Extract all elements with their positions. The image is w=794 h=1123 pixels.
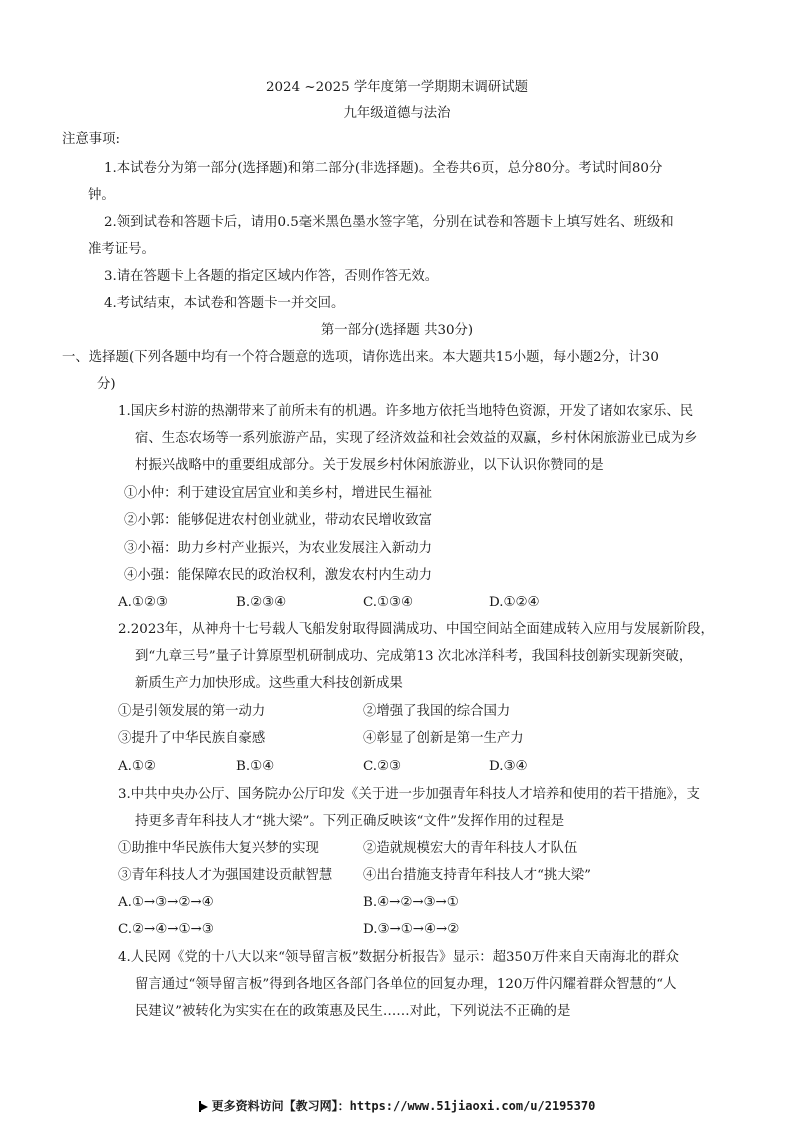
notice-item-1-cont: 钟。 — [88, 188, 115, 203]
part-one-heading: 第一部分(选择题 共30分) — [320, 323, 474, 338]
question-3-option-b: B.④→②→③→① — [363, 895, 459, 910]
notice-item-3: 3.请在答题卡上各题的指定区域内作答，否则作答无效。 — [104, 269, 439, 284]
question-4-stem: 4.人民网《党的十八大以来“领导留言板”数据分析报告》显示：超350万件来自天南海北的群众 — [118, 950, 679, 965]
notice-item-1: 1.本试卷分为第一部分(选择题)和第二部分(非选择题)。全卷共6页，总分80分。考试时间80分 — [104, 161, 663, 176]
question-1-option-c: C.①③④ — [363, 595, 414, 610]
exam-title: 2024 ~2025 学年度第一学期期末调研试题 — [266, 80, 528, 95]
question-2-stem-cont: 新质生产力加快形成。这些重大科技创新成果 — [135, 676, 403, 691]
question-2-stem: 2.2023年，从神舟十七号载人飞船发射取得圆满成功、中国空间站全面建成转入应用与发展新阶段， — [118, 622, 714, 637]
question-1-statement-1: ①小仲：利于建设宜居宜业和美乡村，增进民生福祉 — [124, 486, 432, 501]
question-2-option-c: C.②③ — [363, 759, 402, 774]
footer-link[interactable] — [0, 1098, 794, 1114]
question-4-stem-cont: 留言通过“领导留言板”得到各地区各部门各单位的回复办理，120万件闪耀着群众智慧的“人 — [135, 977, 677, 992]
question-2-option-b: B.①④ — [236, 759, 275, 774]
notice-item-4: 4.考试结束，本试卷和答题卡一并交回。 — [104, 296, 345, 311]
notice-heading: 注意事项: — [62, 132, 121, 147]
question-3-option-d: D.③→①→④→② — [363, 922, 460, 937]
question-2-statement-3: ③提升了中华民族自豪感 — [118, 731, 266, 746]
question-3-option-a: A.①→③→②→④ — [118, 895, 214, 910]
question-1-statement-2: ②小郭：能够促进农村创业就业，带动农民增收致富 — [124, 513, 432, 528]
question-2-statement-2: ②增强了我国的综合国力 — [363, 704, 511, 719]
question-1-statement-3: ③小福：助力乡村产业振兴，为农业发展注入新动力 — [124, 541, 432, 556]
question-3-statement-3: ③青年科技人才为强国建设贡献智慧 — [118, 868, 333, 883]
question-1-stem-cont: 村振兴战略中的重要组成部分。关于发展乡村休闲旅游业，以下认识你赞同的是 — [135, 458, 604, 473]
flag-icon-banner — [200, 1103, 208, 1111]
notice-item-2: 2.领到试卷和答题卡后，请用0.5毫米黑色墨水签字笔，分别在试卷和答题卡上填写姓名、班级和 — [104, 215, 674, 230]
question-2-statement-4: ④彰显了创新是第一生产力 — [363, 731, 524, 746]
question-3-option-c: C.②→④→①→③ — [118, 922, 214, 937]
question-4-stem-cont: 民建议”被转化为实实在在的政策惠及民生……对此，下列说法不正确的是 — [135, 1004, 571, 1019]
question-1-option-d: D.①②④ — [489, 595, 540, 610]
question-2-option-d: D.③④ — [489, 759, 528, 774]
notice-item-2-cont: 准考证号。 — [88, 242, 155, 257]
question-3-statement-4: ④出台措施支持青年科技人才“挑大梁” — [363, 868, 591, 883]
exam-subject: 九年级道德与法治 — [343, 106, 451, 121]
question-3-stem-cont: 持更多青年科技人才“挑大梁”。下列正确反映该“文件”发挥作用的过程是 — [135, 814, 565, 829]
question-2-option-a: A.①② — [118, 759, 156, 774]
question-3-statement-2: ②造就规模宏大的青年科技人才队伍 — [363, 841, 578, 856]
question-2-statement-1: ①是引领发展的第一动力 — [118, 704, 266, 719]
question-1-stem: 1.国庆乡村游的热潮带来了前所未有的机遇。许多地方依托当地特色资源，开发了诸如农家乐、民 — [118, 404, 694, 419]
question-1-statement-4: ④小强：能保障农民的政治权利，激发农村内生动力 — [124, 568, 432, 583]
section-instructions-cont: 分) — [97, 377, 116, 392]
question-1-option-a: A.①②③ — [118, 595, 168, 610]
question-2-stem-cont: 到“九章三号”量子计算原型机研制成功、完成第13 次北冰洋科考，我国科技创新实现新突破， — [135, 649, 693, 664]
question-3-statement-1: ①助推中华民族伟大复兴梦的实现 — [118, 841, 319, 856]
question-1-option-b: B.②③④ — [236, 595, 287, 610]
question-3-stem: 3.中共中央办公厅、国务院办公厅印发《关于进一步加强青年科技人才培养和使用的若干措施》，支 — [118, 787, 700, 802]
question-1-stem-cont: 宿、生态农场等一系列旅游产品，实现了经济效益和社会效益的双赢，乡村休闲旅游业已成为乡 — [135, 431, 698, 446]
section-instructions: 一、选择题(下列各题中均有一个符合题意的选项，请你选出来。本大题共15小题，每小题2分，计30 — [62, 350, 659, 365]
footer-text: 更多资料访问【教习网】：https://www.51jiaoxi.com/u/2195370 — [211, 1099, 596, 1113]
